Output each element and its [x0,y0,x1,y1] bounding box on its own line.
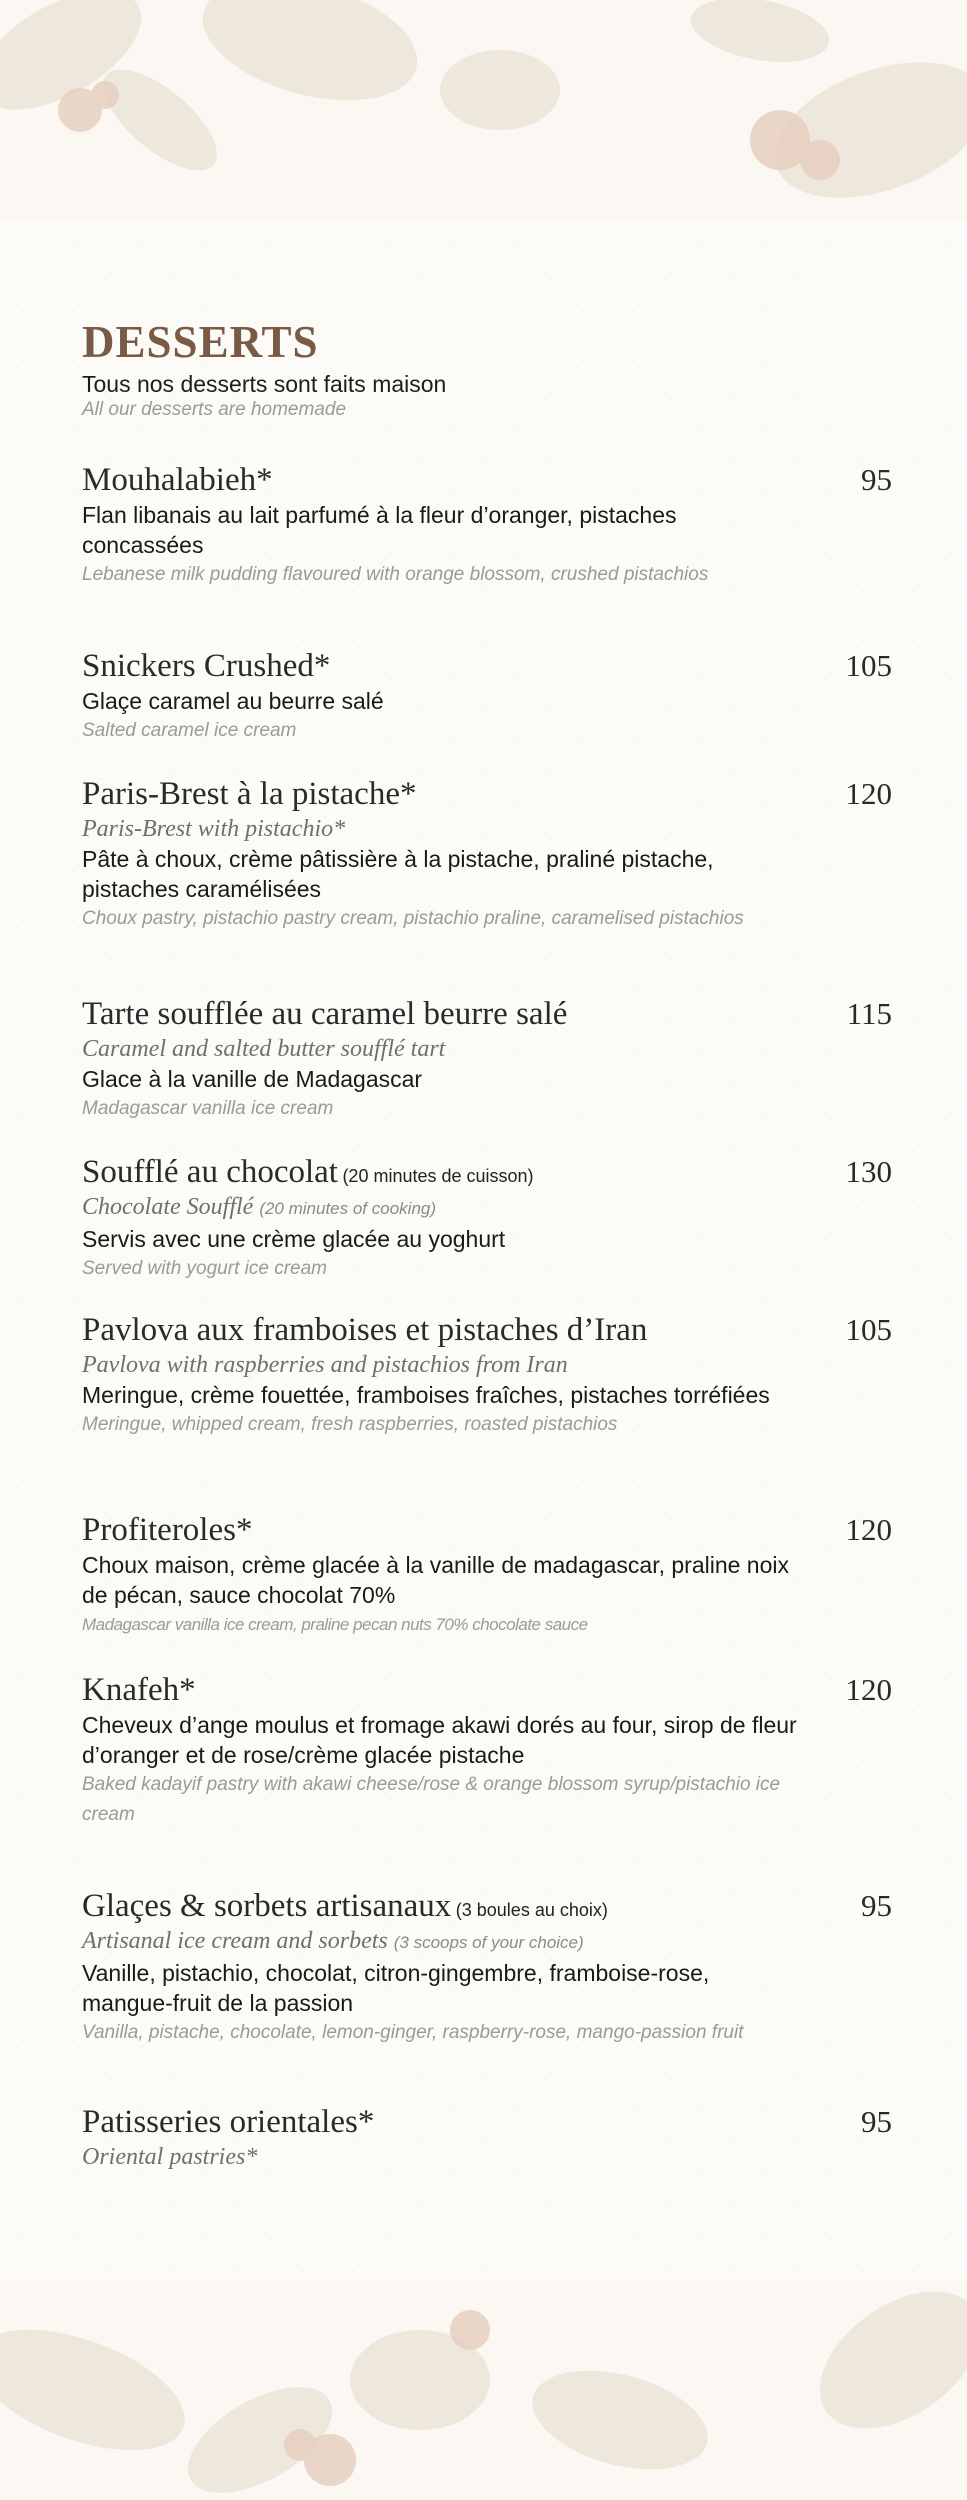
item-description-fr: Choux maison, crème glacée à la vanille de madagascar, praline noix de pécan, sauce chocolat 70% [82,1552,790,1608]
item-name: Soufflé au chocolat [82,1154,338,1190]
item-name: Paris-Brest à la pistache* [82,776,417,812]
item-scoops-note-en: (3 scoops of your choice) [393,1933,584,1952]
menu-item-souffle-chocolat [82,1152,892,1284]
item-price: 120 [845,776,892,811]
item-description-fr: Glaçe caramel au beurre salé [82,688,384,714]
item-description-en: Salted caramel ice cream [82,720,297,741]
item-description-fr: Meringue, crème fouettée, framboises fraîches, pistaches torréfiées [82,1382,770,1408]
item-description-fr: Glace à la vanille de Madagascar [82,1066,423,1092]
item-name-en: Pavlova with raspberries and pistachios from Iran [82,1352,568,1378]
item-cooking-note: (20 minutes de cuisson) [342,1166,534,1186]
item-price: 105 [845,1312,892,1347]
item-name: Snickers Crushed* [82,648,331,684]
item-name-en: Oriental pastries* [82,2144,258,2170]
item-description-fr: Flan libanais au lait parfumé à la fleur d’oranger, pistaches concassées [82,502,677,558]
item-description-en: Vanilla, pistache, chocolate, lemon-ginger, raspberry-rose, mango-passion fruit [82,2022,744,2043]
floral-decoration-top [0,0,967,230]
menu-item-knafeh [82,1670,892,1830]
item-name: Knafeh* [82,1672,196,1708]
menu-item-pavlova [82,1310,892,1440]
item-name: Mouhalabieh* [82,462,273,498]
item-name-en: Paris-Brest with pistachio* [82,816,346,842]
item-description-en: Baked kadayif pastry with akawi cheese/rose & orange blossom syrup/pistachio ice cream [82,1774,781,1825]
item-description-en: Madagascar vanilla ice cream, praline pecan nuts 70% chocolate sauce [82,1615,588,1634]
item-description-en: Meringue, whipped cream, fresh raspberries, roasted pistachios [82,1414,618,1435]
menu-item-paris-brest [82,774,892,934]
item-description-fr: Servis avec une crème glacée au yoghurt [82,1226,506,1252]
item-price: 105 [845,648,892,683]
item-name: Profiteroles* [82,1512,253,1548]
item-name-en: Artisanal ice cream and sorbets [82,1928,388,1954]
item-price: 95 [861,2104,892,2139]
item-price: 120 [845,1672,892,1707]
menu-item-patisseries-orientales [82,2102,892,2172]
item-name: Patisseries orientales* [82,2104,375,2140]
menu-subtitle-fr: Tous nos desserts sont faits maison [82,371,447,397]
item-description-fr: Cheveux d’ange moulus et fromage akawi dorés au four, sirop de fleur d’oranger et de rose/crème glacée pistache [82,1712,797,1768]
item-name-en: Caramel and salted butter soufflé tart [82,1036,446,1062]
item-price: 95 [861,1888,892,1923]
item-description-fr: Pâte à choux, crème pâtissière à la pistache, praliné pistache, pistaches caramélisées [82,846,714,902]
item-price: 120 [845,1512,892,1547]
menu-subtitle-en: All our desserts are homemade [82,399,347,420]
item-name: Tarte soufflée au caramel beurre salé [82,996,568,1032]
menu-item-snickers-crushed [82,646,892,746]
item-description-en: Madagascar vanilla ice cream [82,1098,334,1119]
item-price: 95 [861,462,892,497]
menu-item-tarte-soufflee [82,994,892,1124]
menu-item-profiteroles [82,1510,892,1640]
item-scoops-note: (3 boules au choix) [455,1900,608,1920]
menu-title: DESSERTS [82,317,319,367]
item-price: 115 [846,996,892,1031]
item-description-en: Choux pastry, pistachio pastry cream, pistachio praline, caramelised pistachios [82,908,744,929]
item-description-en: Lebanese milk pudding flavoured with orange blossom, crushed pistachios [82,564,709,585]
item-cooking-note-en: (20 minutes of cooking) [259,1199,437,1218]
item-name: Pavlova aux framboises et pistaches d’Iran [82,1312,648,1348]
dessert-menu [82,317,892,2170]
item-description-en: Served with yogurt ice cream [82,1258,327,1279]
item-price: 130 [845,1154,892,1189]
item-description-fr: Vanille, pistachio, chocolat, citron-gingembre, framboise-rose, mangue-fruit de la passion [82,1960,710,2016]
item-name: Glaçes & sorbets artisanaux [82,1888,452,1924]
menu-item-glaces-sorbets [82,1886,892,2048]
item-name-en: Chocolate Soufflé [82,1194,254,1220]
floral-decoration-bottom [0,2270,967,2500]
menu-item-mouhalabieh [82,460,892,590]
